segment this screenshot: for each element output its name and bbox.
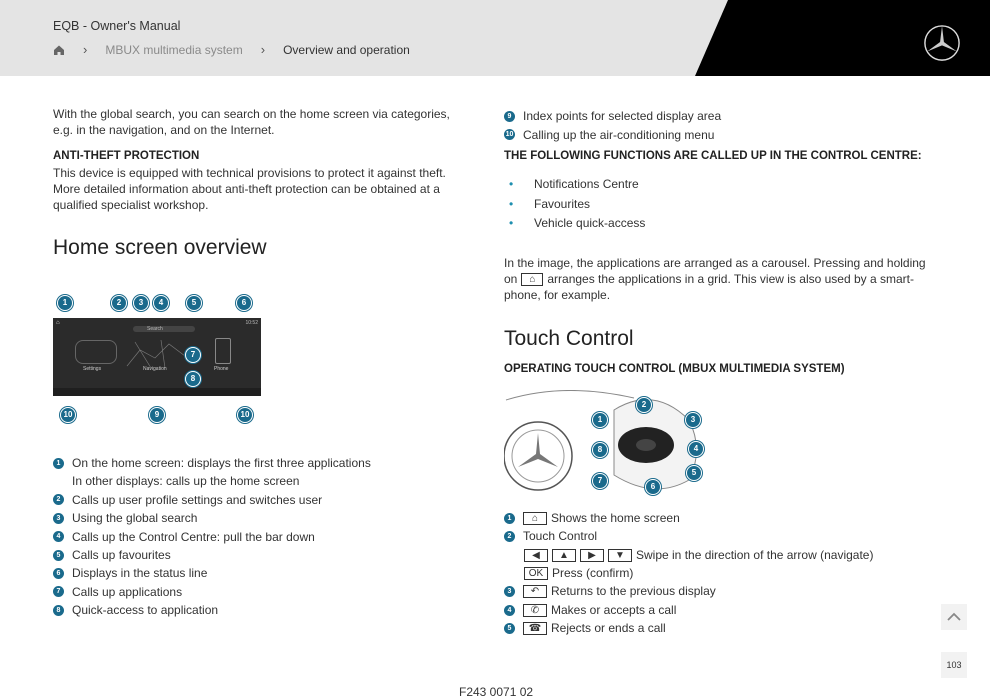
scroll-to-top-button[interactable]	[941, 604, 967, 630]
carousel-text-line3: phone, for example.	[504, 288, 611, 302]
chevron-up-icon	[941, 604, 967, 630]
legend-item	[504, 109, 721, 123]
legend-text: In other displays: calls up the home screen	[72, 474, 300, 489]
legend-item	[53, 548, 171, 562]
document-title: EQB - Owner's Manual	[53, 19, 181, 33]
number-badge: 4	[504, 605, 515, 616]
section-title-home-screen: Home screen overview	[53, 236, 267, 259]
section-title-touch-control: Touch Control	[504, 327, 634, 350]
number-badge: 2	[504, 531, 515, 542]
anti-theft-paragraph: This device is equipped with technical provisions to protect it against theft. More detailed information about anti-theft protection can be obtained at a qualified specialist workshop.	[53, 166, 446, 212]
touch-callout-8: 8	[592, 442, 608, 458]
callout-4: 4	[153, 295, 169, 311]
list-item: • Favourites	[534, 197, 590, 211]
list-item: • Notifications Centre	[534, 177, 639, 191]
chevron-right-icon: ›	[83, 42, 88, 57]
touch-item-press: OK Press (confirm)	[524, 566, 633, 580]
page-number: 103	[941, 652, 967, 678]
arrow-right-icon: ▶	[580, 549, 604, 562]
touch-callout-7: 7	[592, 473, 608, 489]
intro-paragraph: With the global search, you can search on the home screen via categories, e.g. in the navigation, and on the Internet.	[53, 107, 450, 137]
legend-text: Index points for selected display area	[523, 109, 722, 123]
breadcrumb-link[interactable]: MBUX multimedia system	[105, 42, 243, 57]
touch-callout-4: 4	[688, 441, 704, 457]
number-badge: 2	[53, 494, 64, 505]
touch-item-touch-control: 2 Touch Control	[504, 529, 597, 543]
phone-image	[215, 338, 231, 364]
touch-control-heading: OPERATING TOUCH CONTROL (MBUX MULTIMEDIA SYSTEM)	[504, 363, 845, 375]
touch-item-reject-call: 5 ☎ Rejects or ends a call	[504, 621, 666, 635]
home-key-icon: ⌂	[521, 273, 543, 286]
number-badge: 6	[53, 568, 64, 579]
legend-text: Calls up applications	[72, 584, 183, 599]
home-icon: ⌂	[56, 320, 60, 326]
number-badge: 3	[504, 586, 515, 597]
carousel-text-line1: In the image, the applications are arranged as a carousel. Pressing and holding	[504, 256, 926, 270]
number-badge: 8	[53, 605, 64, 616]
phone-reject-icon: ☎	[523, 622, 547, 635]
tile-phone-label: Phone	[214, 366, 229, 372]
number-badge: 5	[53, 550, 64, 561]
callout-6: 6	[236, 295, 252, 311]
legend-item	[53, 456, 371, 470]
arrow-down-icon: ▼	[608, 549, 632, 562]
legend-item	[53, 585, 182, 599]
breadcrumb-current: Overview and operation	[283, 42, 410, 57]
legend-item	[504, 128, 714, 142]
touch-callout-2: 2	[636, 397, 652, 413]
ok-key: OK	[524, 567, 548, 580]
number-badge: 3	[53, 513, 64, 524]
legend-text: Calls up the Control Centre: pull the bar down	[72, 529, 315, 544]
number-badge: 1	[504, 513, 515, 524]
callout-8: 8	[185, 371, 201, 387]
legend-text: Calls up user profile settings and switches user	[72, 492, 323, 507]
legend-item	[53, 493, 322, 507]
mercedes-star-logo	[923, 24, 961, 62]
touch-callout-1: 1	[592, 412, 608, 428]
callout-2: 2	[111, 295, 127, 311]
number-badge: 10	[505, 131, 514, 138]
home-icon[interactable]	[53, 44, 65, 56]
legend-item	[53, 603, 218, 617]
carousel-text-rest: arranges the applications in a grid. This view is also used by a smart-	[547, 272, 914, 286]
callout-10-left: 10	[60, 407, 76, 423]
tile-settings-label: Settings	[83, 366, 102, 372]
climate-bar	[53, 388, 261, 396]
search-bar: Search	[133, 326, 195, 332]
head-unit-screen	[53, 318, 261, 396]
carousel-text-on: on	[504, 272, 518, 286]
touch-callout-3: 3	[685, 412, 701, 428]
arrow-up-icon: ▲	[552, 549, 576, 562]
legend-text: Calling up the air-conditioning menu	[523, 127, 715, 142]
touch-item-home: 1 ⌂ Shows the home screen	[504, 511, 680, 525]
number-badge: 5	[504, 623, 515, 634]
touch-callout-5: 5	[686, 465, 702, 481]
callout-7: 7	[185, 347, 201, 363]
number-badge: 9	[504, 111, 515, 122]
number-badge: 7	[53, 586, 64, 597]
car-image	[75, 340, 117, 364]
legend-text: Quick-access to application	[72, 603, 219, 618]
arrow-left-icon: ◀	[524, 549, 548, 562]
legend-item	[53, 474, 299, 488]
legend-item	[53, 511, 197, 525]
home-key-icon: ⌂	[523, 512, 547, 525]
legend-text: Using the global search	[72, 511, 198, 526]
touch-item-accept-call: 4 ✆ Makes or accepts a call	[504, 603, 676, 617]
control-centre-heading: THE FOLLOWING FUNCTIONS ARE CALLED UP IN THE CONTROL CENTRE:	[504, 150, 922, 162]
number-badge: 4	[53, 531, 64, 542]
figure-code: F243 0071 02	[459, 685, 534, 699]
chevron-right-icon: ›	[260, 42, 266, 57]
touch-item-back: 3 ↶ Returns to the previous display	[504, 584, 716, 598]
legend-item	[53, 566, 207, 580]
anti-theft-heading: ANTI-THEFT PROTECTION	[53, 150, 200, 162]
legend-text: Displays in the status line	[72, 566, 208, 581]
number-badge: 1	[53, 458, 64, 469]
header-bar	[0, 0, 990, 76]
callout-9: 9	[149, 407, 165, 423]
callout-5: 5	[186, 295, 202, 311]
callout-1: 1	[57, 295, 73, 311]
tile-navigation-label: Navigation	[143, 366, 167, 372]
carousel-text-line2	[504, 271, 914, 287]
breadcrumb	[53, 42, 410, 57]
home-screen-figure	[53, 294, 261, 424]
callout-3: 3	[133, 295, 149, 311]
callout-10-right: 10	[237, 407, 253, 423]
legend-text: On the home screen: displays the first three applications	[72, 456, 371, 470]
legend-text: Calls up favourites	[72, 548, 171, 562]
back-arrow-icon: ↶	[523, 585, 547, 598]
steering-wheel-figure	[504, 390, 714, 500]
status-time: 10:52	[245, 320, 258, 326]
list-item: • Vehicle quick-access	[534, 216, 645, 230]
legend-item	[53, 530, 315, 544]
phone-accept-icon: ✆	[523, 604, 547, 617]
touch-callout-6: 6	[645, 479, 661, 495]
touch-item-swipe: ◀ ▲ ▶ ▼ Swipe in the direction of the arrow (navigate)	[524, 548, 873, 562]
